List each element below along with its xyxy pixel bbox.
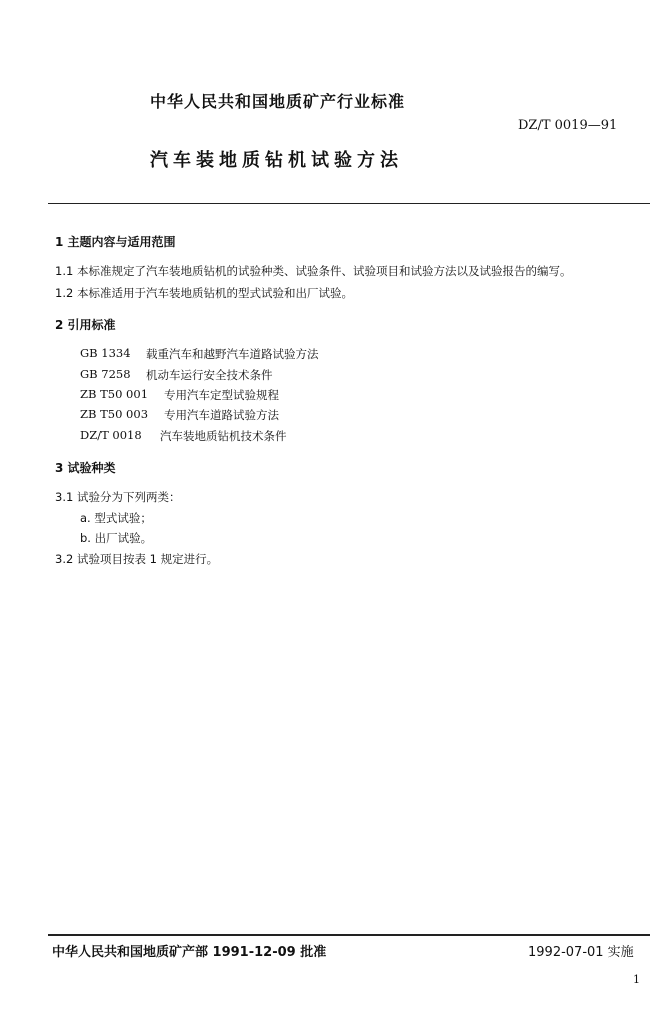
reference-code: DZ/T 0018 xyxy=(80,428,142,442)
clause-1-2: 1.2 本标准适用于汽车装地质钻机的型式试验和出厂试验。 xyxy=(55,286,353,300)
page-number: 1 xyxy=(633,973,640,986)
reference-code: GB 1334 xyxy=(80,346,131,360)
reference-title: 载重汽车和越野汽车道路试验方法 xyxy=(146,347,319,361)
reference-title: 机动车运行安全技术条件 xyxy=(146,368,273,382)
org-title: 中华人民共和国地质矿产行业标准 xyxy=(150,92,406,111)
standard-code: DZ/T 0019—91 xyxy=(518,118,618,133)
section-1-heading: 1 主题内容与适用范围 xyxy=(55,235,176,249)
section-2-heading: 2 引用标准 xyxy=(55,318,116,332)
clause-1-1: 1.1 本标准规定了汽车装地质钻机的试验种类、试验条件、试验项目和试验方法以及试验报告的编写。 xyxy=(55,264,572,278)
clause-3-1-b: b. 出厂试验。 xyxy=(80,531,153,545)
footer-divider xyxy=(48,934,650,936)
approval-line: 中华人民共和国地质矿产部 1991-12-09 批准 xyxy=(52,945,327,960)
clause-3-1: 3.1 试验分为下列两类： xyxy=(55,490,181,504)
clause-3-1-a: a. 型式试验； xyxy=(80,511,152,525)
document-title: 汽车装地质钻机试验方法 xyxy=(150,150,403,171)
header-divider xyxy=(48,203,650,204)
reference-code: GB 7258 xyxy=(80,367,131,381)
reference-title: 专用汽车定型试验规程 xyxy=(164,388,279,402)
reference-code: ZB T50 003 xyxy=(80,407,149,421)
section-3-heading: 3 试验种类 xyxy=(55,461,116,475)
reference-title: 专用汽车道路试验方法 xyxy=(164,408,279,422)
reference-code: ZB T50 001 xyxy=(80,387,149,401)
reference-title: 汽车装地质钻机技术条件 xyxy=(160,429,287,443)
clause-3-2: 3.2 试验项目按表 1 规定进行。 xyxy=(55,552,219,566)
implementation-date: 1992-07-01 实施 xyxy=(528,945,634,960)
